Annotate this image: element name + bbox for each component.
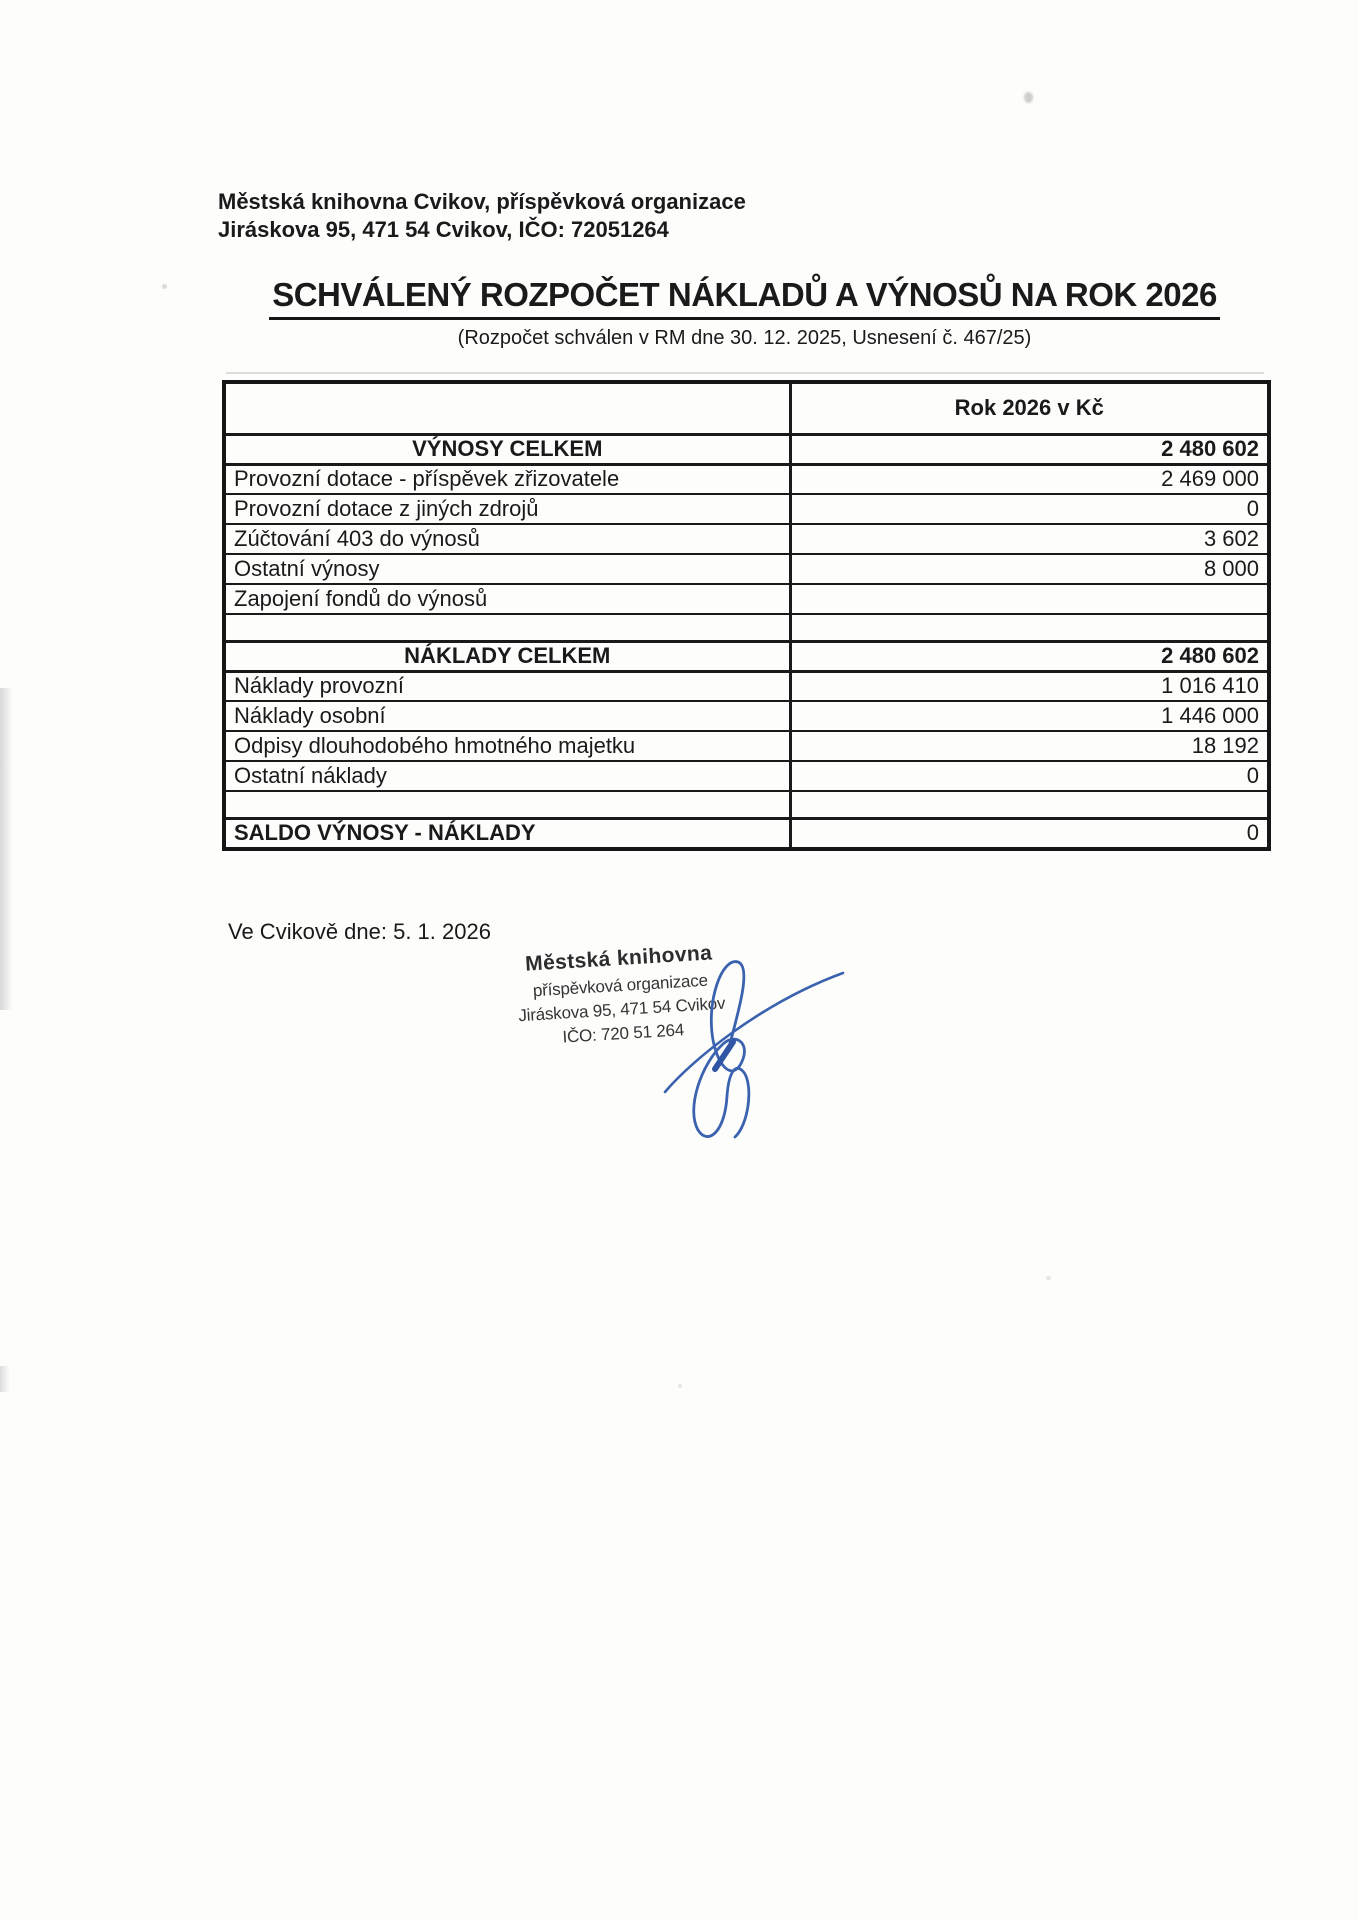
row-label-cell: Ostatní náklady xyxy=(224,761,790,791)
scan-artifact-dot xyxy=(1024,92,1033,103)
stamp-org-type: příspěvková organizace xyxy=(532,970,709,1001)
row-label-cell: Odpisy dlouhodobého hmotného majetku xyxy=(224,731,790,761)
org-name: Městská knihovna Cvikov, příspěvková organizace xyxy=(218,189,746,214)
table-row-section xyxy=(224,434,1269,464)
title-block xyxy=(222,276,1267,350)
date-line: Ve Cvikově dne: 5. 1. 2026 xyxy=(228,919,491,944)
row-label-cell: Zúčtování 403 do výnosů xyxy=(224,524,790,554)
row-value-cell: 2 469 000 xyxy=(790,464,1269,494)
row-label-cell: Náklady provozní xyxy=(224,671,790,701)
row-value-cell: 2 480 602 xyxy=(790,434,1269,464)
table-row xyxy=(224,731,1269,761)
table-row-saldo xyxy=(224,818,1269,849)
document-title: SCHVÁLENÝ ROZPOČET NÁKLADŮ A VÝNOSŮ NA ROK 2026 xyxy=(269,276,1220,320)
table-row-spacer xyxy=(224,791,1269,818)
document-subtitle: (Rozpočet schválen v RM dne 30. 12. 2025, Usnesení č. 467/25) xyxy=(457,327,1032,349)
scan-artifact-speck xyxy=(678,1384,682,1388)
scan-artifact-ghost-line xyxy=(226,372,1264,374)
table-row xyxy=(224,584,1269,614)
row-value-cell xyxy=(790,614,1269,641)
row-value-cell: 1 016 410 xyxy=(790,671,1269,701)
row-label-cell: VÝNOSY CELKEM xyxy=(224,434,790,464)
table-row xyxy=(224,524,1269,554)
row-label-cell: NÁKLADY CELKEM xyxy=(224,641,790,671)
stamp-address: Jiráskova 95, 471 54 Cvikov xyxy=(517,993,726,1026)
row-label-cell: Provozní dotace z jiných zdrojů xyxy=(224,494,790,524)
row-value-cell: 0 xyxy=(790,818,1269,849)
table-row-spacer xyxy=(224,614,1269,641)
row-value-cell: 3 602 xyxy=(790,524,1269,554)
row-label-cell: Zapojení fondů do výnosů xyxy=(224,584,790,614)
row-label-cell xyxy=(224,791,790,818)
row-value-cell: 0 xyxy=(790,494,1269,524)
row-value-cell: 0 xyxy=(790,761,1269,791)
table-row xyxy=(224,761,1269,791)
row-value-cell: 8 000 xyxy=(790,554,1269,584)
scan-artifact-speck xyxy=(162,284,167,289)
table-row xyxy=(224,464,1269,494)
row-label-cell: SALDO VÝNOSY - NÁKLADY xyxy=(224,818,790,849)
empty-header-cell xyxy=(224,382,790,434)
signature xyxy=(636,943,866,1158)
row-value-cell: 18 192 xyxy=(790,731,1269,761)
stamp-ico: IČO: 720 51 264 xyxy=(561,1020,685,1047)
table-row-section xyxy=(224,641,1269,671)
row-value-cell xyxy=(790,791,1269,818)
budget-table xyxy=(222,380,1271,851)
row-label-cell: Náklady osobní xyxy=(224,701,790,731)
row-label-cell: Ostatní výnosy xyxy=(224,554,790,584)
table-row xyxy=(224,701,1269,731)
row-value-cell xyxy=(790,584,1269,614)
row-value-cell: 1 446 000 xyxy=(790,701,1269,731)
table-row xyxy=(224,494,1269,524)
stamp-org-name: Městská knihovna xyxy=(524,941,713,976)
scan-artifact-streak xyxy=(0,1366,10,1392)
row-label-cell: Provozní dotace - příspěvek zřizovatele xyxy=(224,464,790,494)
row-label-cell xyxy=(224,614,790,641)
value-column-header: Rok 2026 v Kč xyxy=(790,382,1269,434)
scan-artifact-speck xyxy=(1046,1276,1051,1280)
table-row xyxy=(224,554,1269,584)
row-value-cell: 2 480 602 xyxy=(790,641,1269,671)
org-address: Jiráskova 95, 471 54 Cvikov, IČO: 72051264 xyxy=(218,217,669,242)
org-header xyxy=(218,188,746,244)
table-header-row xyxy=(224,382,1269,434)
scan-artifact-streak xyxy=(0,688,13,1010)
table-row xyxy=(224,671,1269,701)
